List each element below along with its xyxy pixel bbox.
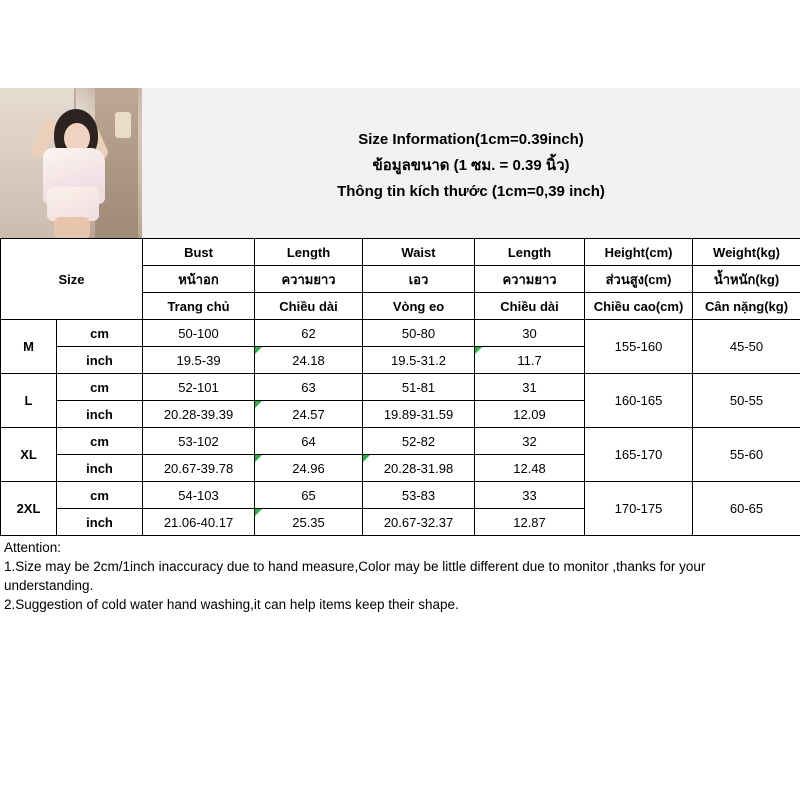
cell-bust-inch-xl: 20.67-39.78 [143,455,255,482]
cell-length1-cm-m: 62 [255,320,363,347]
title-block [142,88,800,238]
header-row-en [1,239,800,266]
cell-bust-inch-2xl: 21.06-40.17 [143,509,255,536]
size-chart-sheet [0,88,800,614]
table-row [1,374,800,401]
table-row [1,482,800,509]
col-head-waist-vi: Vòng eo [363,293,475,320]
row-size-label-xl: XL [1,428,57,482]
attention-block [0,536,800,614]
cell-length1-inch-2xl: 25.35 [255,509,363,536]
cell-weight-2xl: 60-65 [693,482,800,536]
cell-waist-cm-m: 50-80 [363,320,475,347]
col-head-bust-th: หน้าอก [143,266,255,293]
title-line-vi: Thông tin kích thước (1cm=0,39 inch) [337,183,605,200]
cell-height-2xl: 170-175 [585,482,693,536]
cell-waist-cm-2xl: 53-83 [363,482,475,509]
model-photo [0,88,142,238]
cell-length2-cm-2xl: 33 [475,482,585,509]
cell-height-l: 160-165 [585,374,693,428]
attention-line-1-cont: understanding. [4,578,94,593]
row-size-label-m: M [1,320,57,374]
row-unit-inch-xl: inch [57,455,143,482]
col-head-weight-vi: Cân nặng(kg) [693,293,800,320]
table-row [1,320,800,347]
cell-bust-cm-l: 52-101 [143,374,255,401]
cell-waist-cm-l: 51-81 [363,374,475,401]
row-unit-cm-xl: cm [57,428,143,455]
col-head-weight-th: น้ำหนัก(kg) [693,266,800,293]
size-table [0,238,800,536]
cell-bust-inch-l: 20.28-39.39 [143,401,255,428]
cell-height-m: 155-160 [585,320,693,374]
col-head-length1-th: ความยาว [255,266,363,293]
col-head-weight-en: Weight(kg) [693,239,800,266]
col-head-length1-vi: Chiều dài [255,293,363,320]
cell-length1-inch-l: 24.57 [255,401,363,428]
cell-waist-cm-xl: 52-82 [363,428,475,455]
cell-bust-inch-m: 19.5-39 [143,347,255,374]
col-head-length2-th: ความยาว [475,266,585,293]
col-head-height-th: ส่วนสูง(cm) [585,266,693,293]
model-photo-image [0,88,142,238]
cell-weight-l: 50-55 [693,374,800,428]
col-head-height-en: Height(cm) [585,239,693,266]
col-head-length2-vi: Chiều dài [475,293,585,320]
col-head-height-vi: Chiều cao(cm) [585,293,693,320]
cell-waist-inch-2xl: 20.67-32.37 [363,509,475,536]
attention-line-2: 2.Suggestion of cold water hand washing,it can help items keep their shape. [4,597,459,612]
photo-shorts [47,187,99,221]
row-unit-inch-2xl: inch [57,509,143,536]
title-line-en: Size Information(1cm=0.39inch) [358,131,584,148]
cell-length2-inch-xl: 12.48 [475,455,585,482]
size-word-cell: Size [1,239,143,320]
col-head-length1-en: Length [255,239,363,266]
cell-length2-cm-xl: 32 [475,428,585,455]
table-row [1,428,800,455]
cell-length2-inch-m: 11.7 [475,347,585,374]
cell-length1-inch-m: 24.18 [255,347,363,374]
row-unit-cm-l: cm [57,374,143,401]
cell-length1-cm-xl: 64 [255,428,363,455]
cell-length1-cm-2xl: 65 [255,482,363,509]
cell-length2-inch-l: 12.09 [475,401,585,428]
cell-waist-inch-l: 19.89-31.59 [363,401,475,428]
cell-length2-cm-l: 31 [475,374,585,401]
header-band [0,88,800,238]
attention-line-1: 1.Size may be 2cm/1inch inaccuracy due to hand measure,Color may be little different due to monitor ,thanks for your [4,559,706,574]
title-line-th: ข้อมูลขนาด (1 ซม. = 0.39 นิ้ว) [372,157,570,174]
row-unit-inch-m: inch [57,347,143,374]
cell-height-xl: 165-170 [585,428,693,482]
col-head-length2-en: Length [475,239,585,266]
cell-weight-m: 45-50 [693,320,800,374]
row-size-label-l: L [1,374,57,428]
cell-length2-inch-2xl: 12.87 [475,509,585,536]
col-head-bust-en: Bust [143,239,255,266]
cell-waist-inch-m: 19.5-31.2 [363,347,475,374]
cell-bust-cm-2xl: 54-103 [143,482,255,509]
photo-legs [54,217,90,238]
row-unit-cm-2xl: cm [57,482,143,509]
attention-heading: Attention: [4,540,62,555]
cell-length1-cm-l: 63 [255,374,363,401]
col-head-waist-th: เอว [363,266,475,293]
row-unit-cm-m: cm [57,320,143,347]
cell-length2-cm-m: 30 [475,320,585,347]
photo-lamp [115,112,131,138]
cell-weight-xl: 55-60 [693,428,800,482]
cell-bust-cm-m: 50-100 [143,320,255,347]
col-head-bust-vi: Trang chủ [143,293,255,320]
cell-waist-inch-xl: 20.28-31.98 [363,455,475,482]
cell-length1-inch-xl: 24.96 [255,455,363,482]
col-head-waist-en: Waist [363,239,475,266]
cell-bust-cm-xl: 53-102 [143,428,255,455]
row-size-label-2xl: 2XL [1,482,57,536]
row-unit-inch-l: inch [57,401,143,428]
